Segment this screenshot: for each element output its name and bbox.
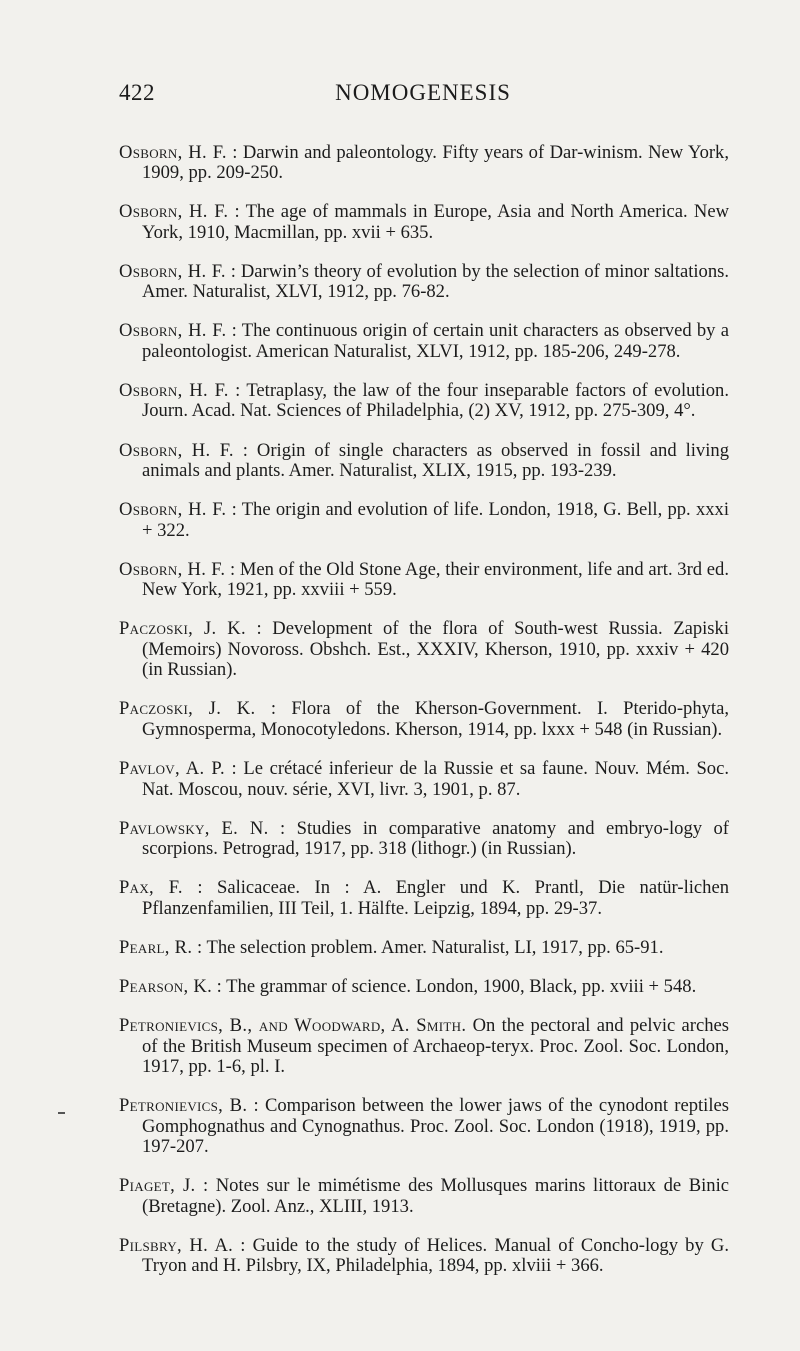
entry-author: Osborn, H. F. bbox=[119, 320, 227, 342]
bibliography-entry bbox=[119, 699, 729, 740]
entry-text: : Development of the flora of South-west Russia. Zapiski (Memoirs) Novoross. Obshch. Est., XXXIV, Kherson, 1910, pp. xxxiv + 420 (in Russian). bbox=[142, 618, 729, 681]
entry-text: : Comparison between the lower jaws of the cynodont reptiles Gomphognathus and Cynognathus. Proc. Zool. Soc. London (1918), 1919, pp. 197-207. bbox=[142, 1095, 729, 1158]
bibliography-entry bbox=[119, 441, 729, 482]
bibliography-entry bbox=[119, 938, 729, 959]
page-number: 422 bbox=[119, 80, 155, 105]
bibliography-entry bbox=[119, 1096, 729, 1158]
page-title: NOMOGENESIS bbox=[335, 80, 511, 105]
bibliography-entry bbox=[119, 1176, 729, 1217]
entry-author: Pax, F. bbox=[119, 877, 183, 899]
entry-author: Paczoski, J. K. bbox=[119, 698, 256, 720]
entry-author: Osborn, H. F. bbox=[119, 439, 234, 461]
entry-text: : Guide to the study of Helices. Manual of Concho-logy by G. Tryon and H. Pilsbry, IX, Philadelphia, 1894, pp. xlviii + 366. bbox=[142, 1234, 729, 1277]
entry-author: Osborn, H. F. bbox=[119, 499, 227, 521]
entry-author: Pavlowsky, E. N. bbox=[119, 817, 269, 839]
entry-text: : Origin of single characters as observed in fossil and living animals and plants. Amer. Naturalist, XLIX, 1915, pp. 193-239. bbox=[142, 439, 729, 482]
entry-text: : The age of mammals in Europe, Asia and North America. New York, 1910, Macmillan, pp. xvii + 635. bbox=[142, 201, 729, 243]
bibliography-entry bbox=[119, 619, 729, 681]
entry-author: Pearl, R. bbox=[119, 936, 193, 958]
entry-author: Osborn, H. F. bbox=[119, 201, 229, 223]
entry-text: : The continuous origin of certain unit characters as observed by a paleontologist. American Naturalist, XLVI, 1912, pp. 185-206, 249-278. bbox=[142, 320, 729, 362]
entry-text: : The selection problem. Amer. Naturalist, LI, 1917, pp. 65-91. bbox=[192, 936, 664, 958]
bibliography-entry bbox=[119, 321, 729, 362]
entry-author: Pearson, K. bbox=[119, 975, 213, 997]
entry-author: Osborn, H. F. bbox=[119, 558, 226, 580]
bibliography-entry bbox=[119, 878, 729, 919]
bibliography-list bbox=[119, 124, 729, 1282]
bibliography-entry bbox=[119, 143, 729, 184]
bibliography-entry bbox=[119, 759, 729, 800]
entry-author: Pavlov, A. P. bbox=[119, 758, 225, 780]
entry-author: Osborn, H. F. bbox=[119, 260, 226, 282]
entry-text: : Studies in comparative anatomy and embryo-logy of scorpions. Petrograd, 1917, pp. 318 (lithogr.) (in Russian). bbox=[142, 817, 729, 860]
entry-author: Petronievics, B. bbox=[119, 1095, 248, 1117]
entry-text: : Men of the Old Stone Age, their environment, life and art. 3rd ed. New York, 1921, pp. xxviii + 559. bbox=[142, 558, 729, 601]
bibliography-entry bbox=[119, 262, 729, 303]
entry-author: Osborn, H. F. bbox=[119, 141, 227, 163]
entry-author: Osborn, H. F. bbox=[119, 379, 229, 401]
entry-text: : The grammar of science. London, 1900, Black, pp. xviii + 548. bbox=[212, 975, 697, 997]
entry-text: : Le crétacé inferieur de la Russie et sa faune. Nouv. Mém. Soc. Nat. Moscou, nouv. série, XVI, livr. 3, 1901, p. 87. bbox=[142, 758, 730, 800]
running-head bbox=[119, 80, 727, 110]
bibliography-entry bbox=[119, 202, 729, 243]
entry-text: : Darwin’s theory of evolution by the selection of minor saltations. Amer. Naturalist, XLVI, 1912, pp. 76-82. bbox=[142, 260, 730, 303]
entry-text: : Notes sur le mimétisme des Mollusques marins littoraux de Binic (Bretagne). Zool. Anz., XLIII, 1913. bbox=[142, 1175, 729, 1217]
bibliography-entry bbox=[119, 1236, 729, 1277]
bibliography-entry bbox=[119, 500, 729, 541]
entry-text: : Salicaceae. In : A. Engler und K. Prantl, Die natür-lichen Pflanzenfamilien, III Teil, 1. Hälfte. Leipzig, 1894, pp. 29-37. bbox=[142, 877, 729, 919]
bibliography-entry bbox=[119, 819, 729, 860]
margin-mark bbox=[58, 1112, 65, 1114]
entry-author: Pilsbry, H. A. bbox=[119, 1234, 234, 1256]
entry-text: : Flora of the Kherson-Government. I. Pterido-phyta, Gymnosperma, Monocotyledons. Kherson, 1914, pp. lxxx + 548 (in Russian). bbox=[142, 698, 729, 740]
entry-author: Petronievics, B., and Woodward, A. Smith. bbox=[119, 1015, 467, 1036]
entry-author: Paczoski, J. K. bbox=[119, 618, 246, 640]
entry-text: : Tetraplasy, the law of the four inseparable factors of evolution. Journ. Acad. Nat. Sciences of Philadelphia, (2) XV, 1912, pp. 275-309, 4°. bbox=[142, 379, 729, 422]
bibliography-entry bbox=[119, 560, 729, 601]
entry-author: Piaget, J. bbox=[119, 1175, 196, 1197]
entry-text: : The origin and evolution of life. London, 1918, G. Bell, pp. xxxi + 322. bbox=[142, 499, 729, 541]
entry-text: : Darwin and paleontology. Fifty years of Dar-winism. New York, 1909, pp. 209-250. bbox=[142, 141, 729, 184]
bibliography-entry bbox=[119, 977, 729, 998]
entry-text: On the pectoral and pelvic arches of the British Museum specimen of Archaeop-teryx. Proc. Zool. Soc. London, 1917, pp. 1-6, pl. I. bbox=[142, 1015, 730, 1077]
bibliography-entry bbox=[119, 1016, 729, 1078]
bibliography-entry bbox=[119, 381, 729, 422]
